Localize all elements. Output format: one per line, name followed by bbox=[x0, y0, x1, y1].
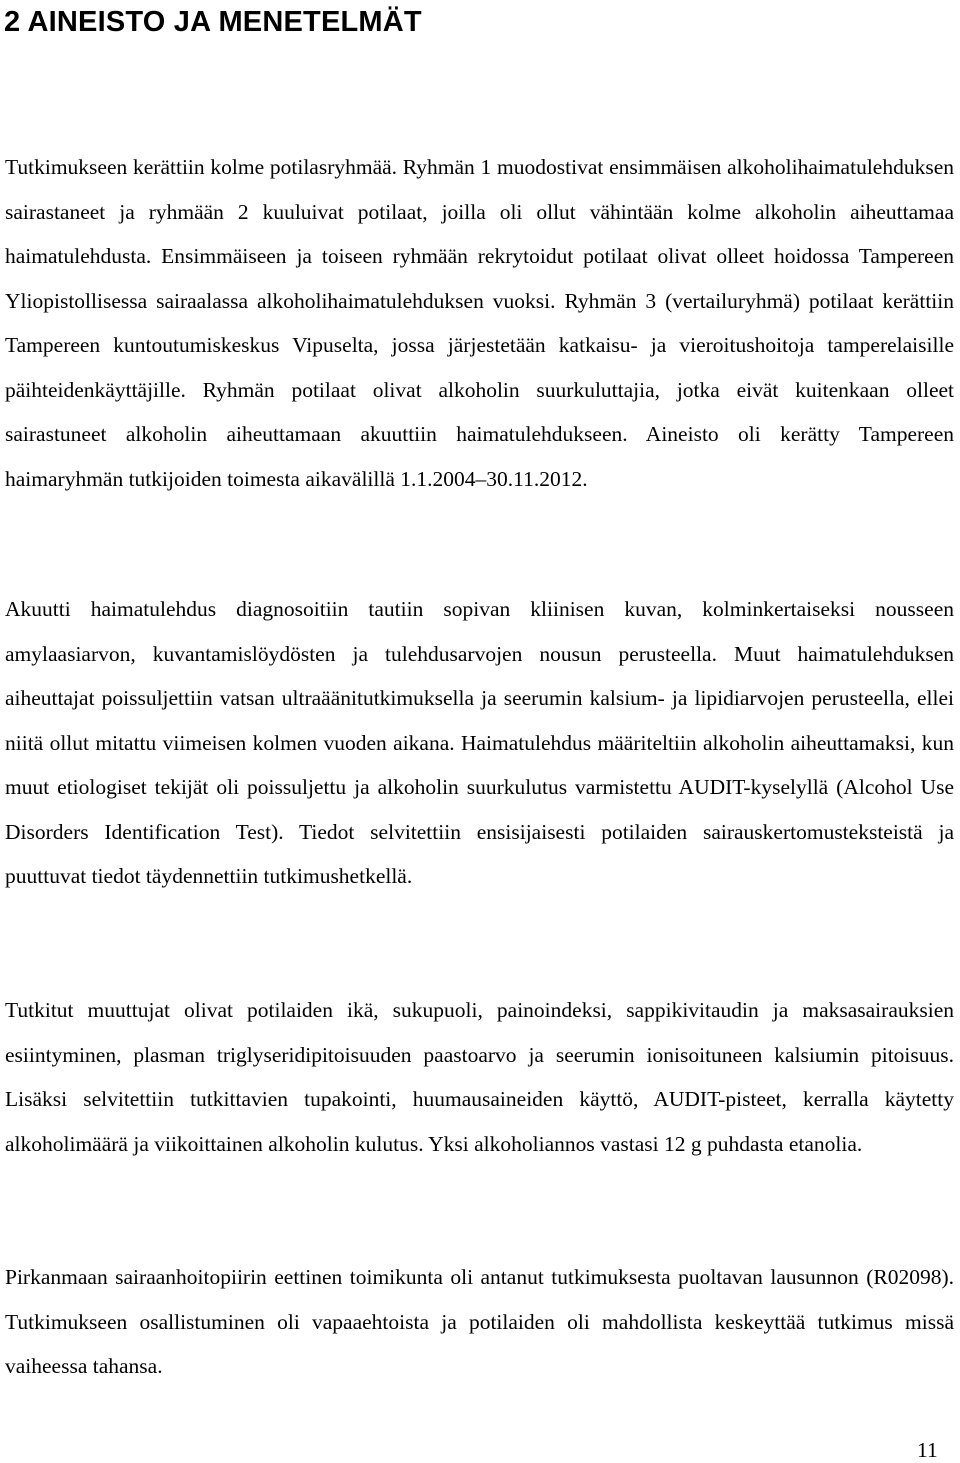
page-number: 11 bbox=[917, 1438, 938, 1462]
body-paragraph-variables: Tutkitut muuttujat olivat potilaiden ikä, sukupuoli, painoindeksi, sappikivitaudin ja maksasairauksien esiintyminen, plasman triglyseridipitoisuuden paastoarvo ja seerumin ionisoituneen kalsiumin pitoisuus. Lisäksi selvitettiin tutkittavien tupakointi, huumausaineiden käyttö, AUDIT-pisteet, kerralla käytetty alkoholimäärä ja viikoittainen alkoholin kulutus. Yksi alkoholiannos vastasi 12 g puhdasta etanolia. bbox=[5, 998, 954, 1156]
body-paragraph-ethics: Pirkanmaan sairaanhoitopiirin eettinen toimikunta oli antanut tutkimuksesta puoltavan lausunnon (R02098). Tutkimukseen osallistuminen oli vapaaehtoista ja potilaiden oli mahdollista keskeyttää tutkimus missä vaiheessa tahansa. bbox=[5, 1265, 954, 1378]
body-paragraph-patient-groups: Tutkimukseen kerättiin kolme potilasryhmää. Ryhmän 1 muodostivat ensimmäisen alkoholihaimatulehduksen sairastaneet ja ryhmään 2 kuuluivat potilaat, joilla oli ollut vähintään kolme alkoholin aiheuttamaa haimatulehdusta. Ensimmäiseen ja toiseen ryhmään rekrytoidut potilaat olivat olleet hoidossa Tampereen Yliopistollisessa sairaalassa alkoholihaimatulehduksen vuoksi. Ryhmän 3 (vertailuryhmä) potilaat kerättiin Tampereen kuntoutumiskeskus Vipuselta, jossa järjestetään katkaisu- ja vieroitushoitoja tamperelaisille päihteidenkäyttäjille. Ryhmän potilaat olivat alkoholin suurkuluttajia, jotka eivät kuitenkaan olleet sairastuneet alkoholin aiheuttamaan akuuttiin haimatulehdukseen. Aineisto oli kerätty Tampereen haimaryhmän tutkijoiden toimesta aikavälillä 1.1.2004–30.11.2012. bbox=[5, 155, 954, 491]
body-paragraph-diagnosis: Akuutti haimatulehdus diagnosoitiin tautiin sopivan kliinisen kuvan, kolminkertaiseksi nousseen amylaasiarvon, kuvantamislöydösten ja tulehdusarvojen nousun perusteella. Muut haimatulehduksen aiheuttajat poissuljettiin vatsan ultraäänitutkimuksella ja seerumin kalsium- ja lipidiarvojen perusteella, ellei niitä ollut mitattu viimeisen kolmen vuoden aikana. Haimatulehdus määriteltiin alkoholin aiheuttamaksi, kun muut etiologiset tekijät oli poissuljettu ja alkoholin suurkulutus varmistettu AUDIT-kyselyllä (Alcohol Use Disorders Identification Test). Tiedot selvitettiin ensisijaisesti potilaiden sairauskertomusteksteistä ja puuttuvat tiedot täydennettiin tutkimushetkellä. bbox=[5, 597, 954, 888]
section-heading: 2 AINEISTO JA MENETELMÄT bbox=[4, 6, 422, 38]
